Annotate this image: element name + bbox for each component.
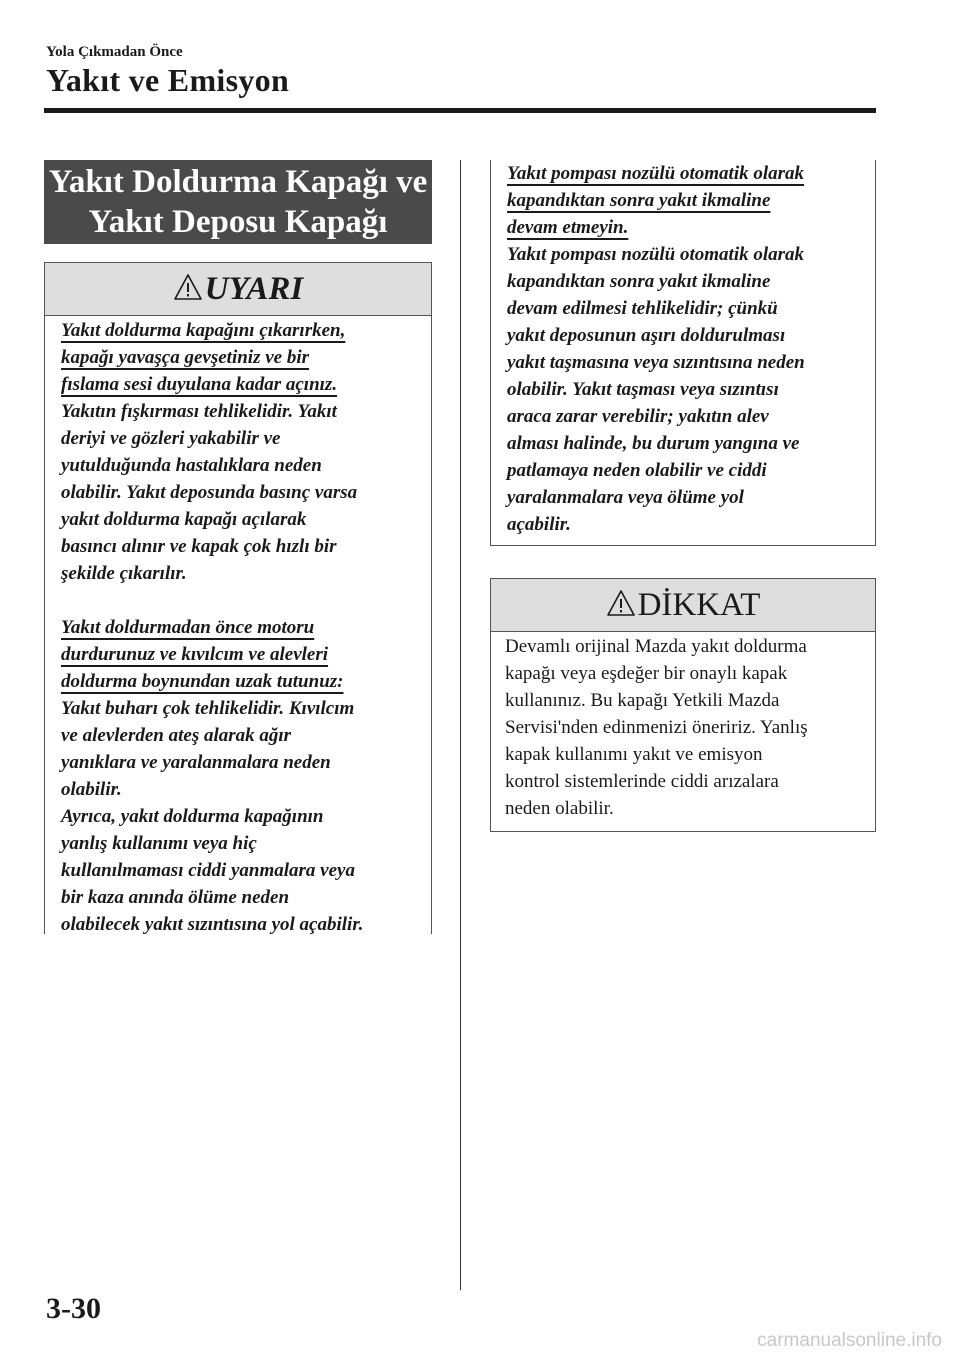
page-number: 3-30	[46, 1292, 101, 1325]
section-title-line-2: Yakıt Deposu Kapağı	[88, 204, 388, 240]
text-line: kapağı veya eşdeğer bir onaylı kapak	[505, 663, 788, 684]
text-line: alması halinde, bu durum yangına ve	[507, 433, 800, 454]
warning-box	[44, 262, 432, 934]
text-line: olabilir.	[61, 779, 122, 800]
text-line: kapandıktan sonra yakıt ikmaline	[507, 271, 771, 292]
text-line: Devamlı orijinal Mazda yakıt doldurma	[505, 636, 807, 657]
text-line: Yakıt doldurmadan önce motoru	[61, 617, 315, 638]
text-line: patlamaya neden olabilir ve ciddi	[507, 460, 767, 481]
text-line: Ayrıca, yakıt doldurma kapağının	[61, 806, 324, 827]
text-line: neden olabilir.	[505, 798, 614, 819]
text-line: fıslama sesi duyulana kadar açınız.	[61, 374, 338, 395]
text-line: yutulduğunda hastalıklara neden	[61, 455, 322, 476]
text-line: yaralanmalara veya ölüme yol	[507, 487, 744, 508]
text-line: olabilir. Yakıt taşması veya sızıntısı	[507, 379, 779, 400]
caution-header	[491, 579, 875, 632]
paragraph-gap	[61, 587, 411, 614]
warning-paragraph-3-heading	[507, 160, 863, 241]
warning-box-continued	[490, 160, 876, 546]
text-line: kapağı yavaşça gevşetiniz ve bir	[61, 347, 310, 368]
text-line: deriyi ve gözleri yakabilir ve	[61, 428, 281, 449]
warning-paragraph-1-body	[61, 398, 411, 587]
text-line: olabilir. Yakıt deposunda basınç varsa	[61, 482, 358, 503]
warning-paragraph-2-heading	[61, 614, 411, 695]
warning-paragraph-3-body	[507, 241, 863, 538]
text-line: doldurma boynundan uzak tutunuz:	[61, 671, 344, 692]
text-line: olabilecek yakıt sızıntısına yol açabilir.	[61, 914, 364, 935]
watermark: carmanualsonline.info	[757, 1330, 942, 1351]
breadcrumb: Yola Çıkmadan Önce	[46, 44, 183, 60]
text-line: kullanılmaması ciddi yanmalara veya	[61, 860, 355, 881]
caution-label: DİKKAT	[637, 586, 761, 623]
warning-body	[61, 317, 411, 938]
text-line: Yakıt doldurma kapağını çıkarırken,	[61, 320, 346, 341]
text-line: kapandıktan sonra yakıt ikmaline	[507, 190, 771, 211]
warning-header	[45, 263, 431, 316]
text-line: Servisi'nden edinmenizi öneririz. Yanlış	[505, 717, 808, 738]
text-line: Yakıtın fışkırması tehlikelidir. Yakıt	[61, 401, 337, 422]
text-line: yanıklara ve yaralanmalara neden	[61, 752, 331, 773]
text-line: yakıt deposunun aşırı doldurulması	[507, 325, 786, 346]
text-line: yakıt doldurma kapağı açılarak	[61, 509, 307, 530]
warning-continued-body	[507, 160, 863, 538]
caution-body	[505, 633, 865, 822]
page-title: Yakıt ve Emisyon	[46, 62, 290, 98]
caution-box	[490, 578, 876, 832]
caution-triangle-icon	[606, 589, 636, 617]
section-title-banner	[44, 160, 432, 244]
text-line: kontrol sistemlerinde ciddi arızalara	[505, 771, 779, 792]
text-line: durdurunuz ve kıvılcım ve alevleri	[61, 644, 329, 665]
text-line: Yakıt buharı çok tehlikelidir. Kıvılcım	[61, 698, 355, 719]
text-line: yanlış kullanımı veya hiç	[61, 833, 257, 854]
column-divider	[460, 160, 461, 1290]
text-line: açabilir.	[507, 514, 571, 535]
text-line: basıncı alınır ve kapak çok hızlı bir	[61, 536, 337, 557]
warning-triangle-icon	[173, 273, 203, 301]
text-line: ve alevlerden ateş alarak ağır	[61, 725, 292, 746]
text-line: şekilde çıkarılır.	[61, 563, 187, 584]
text-line: Yakıt pompası nozülü otomatik olarak	[507, 244, 805, 265]
text-line: bir kaza anında ölüme neden	[61, 887, 290, 908]
warning-label: UYARI	[204, 270, 304, 307]
text-line: yakıt taşmasına veya sızıntısına neden	[507, 352, 805, 373]
section-title-line-1: Yakıt Doldurma Kapağı ve	[48, 164, 428, 200]
header-rule	[44, 108, 876, 113]
text-line: devam etmeyin.	[507, 217, 629, 238]
text-line: kullanınız. Bu kapağı Yetkili Mazda	[505, 690, 780, 711]
text-line: araca zarar verebilir; yakıtın alev	[507, 406, 769, 427]
text-line: kapak kullanımı yakıt ve emisyon	[505, 744, 763, 765]
text-line: devam edilmesi tehlikelidir; çünkü	[507, 298, 778, 319]
warning-paragraph-1-heading	[61, 317, 411, 398]
text-line: Yakıt pompası nozülü otomatik olarak	[507, 163, 805, 184]
warning-paragraph-2-body	[61, 695, 411, 938]
